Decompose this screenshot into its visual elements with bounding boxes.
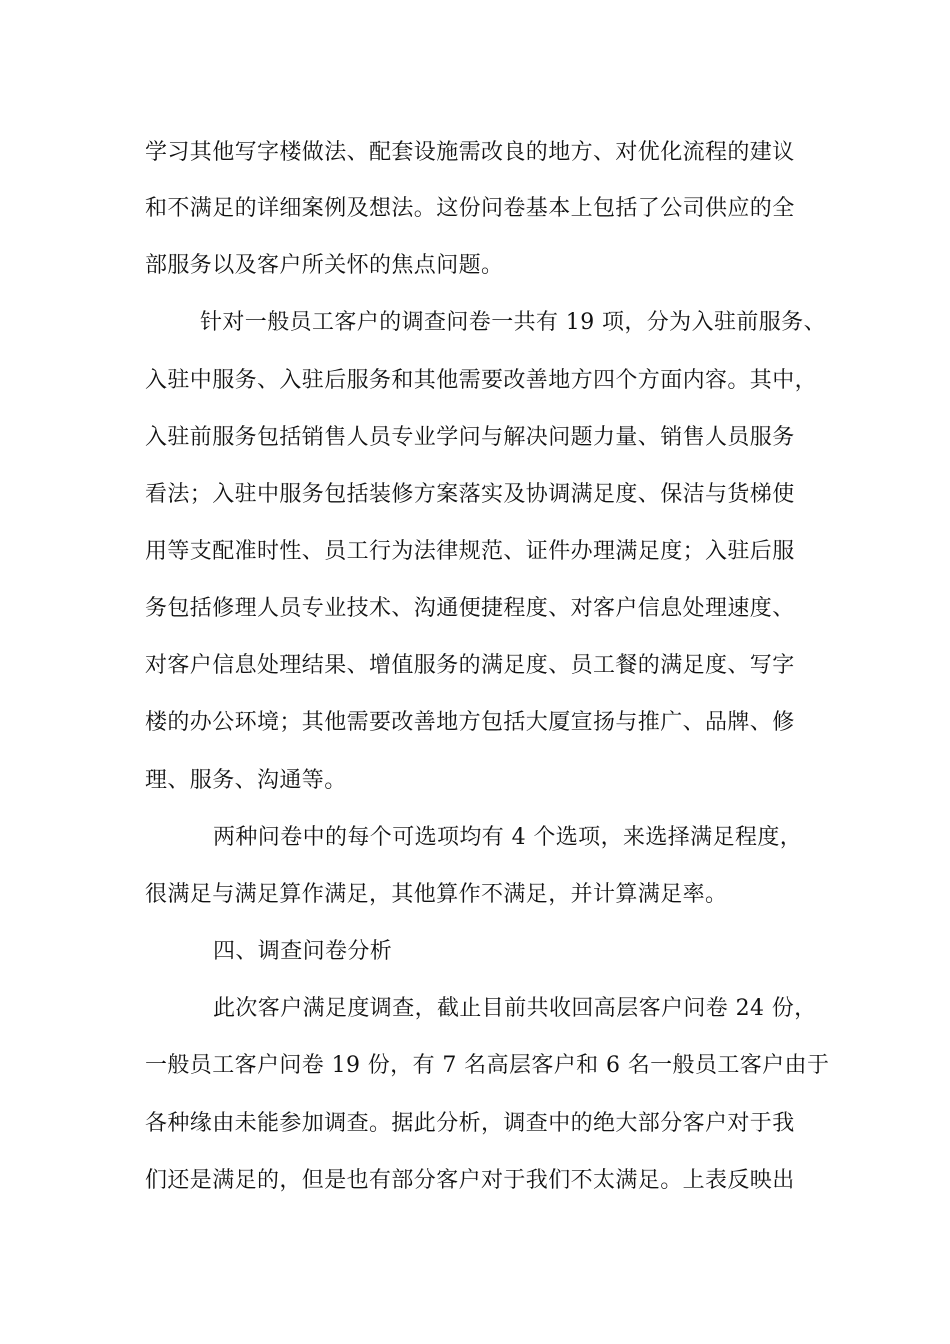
paragraph-start-line: 此次客户满足度调查，截止目前共收回高层客户问卷 24 份， <box>213 996 817 1021</box>
text-line: 入驻中服务、入驻后服务和其他需要改善地方四个方面内容。其中， <box>145 368 818 393</box>
text-line: 对客户信息处理结果、增值服务的满足度、员工餐的满足度、写字 <box>145 653 795 678</box>
section-heading: 四、调查问卷分析 <box>213 939 393 964</box>
text-line: 看法；入驻中服务包括装修方案落实及协调满足度、保洁与货梯使 <box>145 482 795 507</box>
paragraph-start-line: 两种问卷中的每个可选项均有 4 个选项，来选择满足程度， <box>213 825 803 850</box>
text-line: 用等支配准时性、员工行为法律规范、证件办理满足度；入驻后服 <box>145 539 795 564</box>
text-line: 很满足与满足算作满足，其他算作不满足，并计算满足率。 <box>145 882 728 907</box>
text-line: 们还是满足的，但是也有部分客户对于我们不太满足。上表反映出 <box>145 1168 795 1193</box>
text-line: 和不满足的详细案例及想法。这份问卷基本上包括了公司供应的全 <box>145 196 795 221</box>
text-line: 学习其他写字楼做法、配套设施需改良的地方、对优化流程的建议 <box>145 140 795 165</box>
paragraph-start-line: 针对一般员工客户的调查问卷一共有 19 项，分为入驻前服务、 <box>200 310 826 335</box>
text-line: 一般员工客户问卷 19 份，有 7 名高层客户和 6 名一般员工客户由于 <box>145 1053 830 1078</box>
text-line: 部服务以及客户所关怀的焦点问题。 <box>145 253 504 278</box>
text-line: 入驻前服务包括销售人员专业学问与解决问题力量、销售人员服务 <box>145 425 795 450</box>
text-line: 理、服务、沟通等。 <box>145 768 347 793</box>
text-line: 务包括修理人员专业技术、沟通便捷程度、对客户信息处理速度、 <box>145 596 795 621</box>
text-line: 各种缘由未能参加调查。据此分析，调查中的绝大部分客户对于我 <box>145 1111 795 1136</box>
text-line: 楼的办公环境；其他需要改善地方包括大厦宣扬与推广、品牌、修 <box>145 710 795 735</box>
